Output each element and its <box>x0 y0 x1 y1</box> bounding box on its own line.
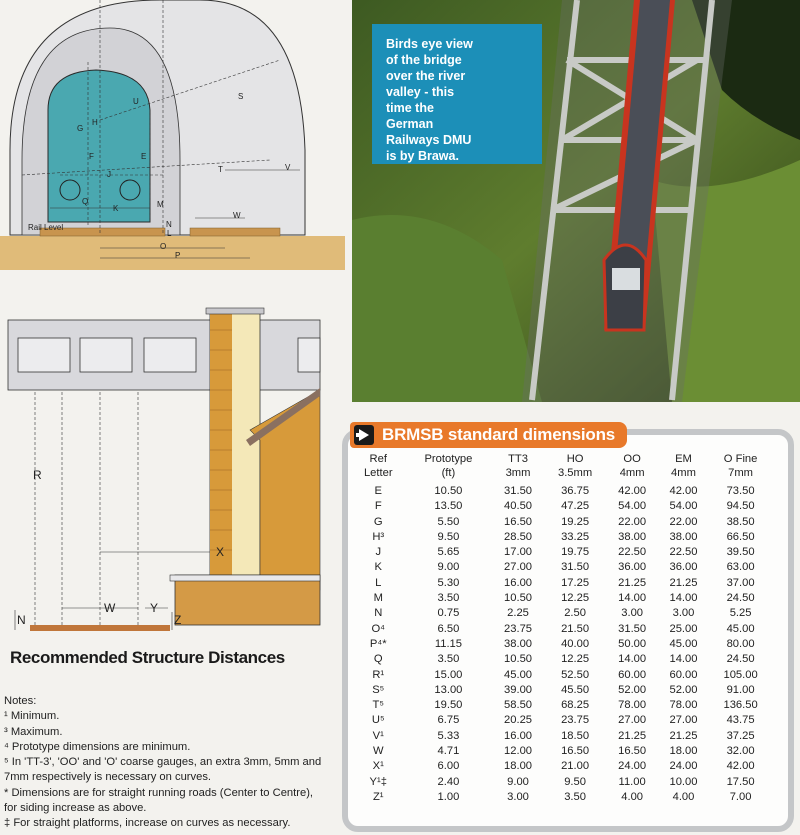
note-line: ¹ Minimum. <box>4 710 60 723</box>
dimension-cell: 2.40 <box>437 775 460 788</box>
dimension-cell: 18.50 <box>561 729 590 742</box>
ref-letter-cell: H³ <box>372 530 385 543</box>
table-row <box>352 530 772 545</box>
dimension-cell: 16.50 <box>561 745 590 758</box>
dimension-cell: 68.25 <box>561 699 590 712</box>
dimension-cell: 10.00 <box>669 775 698 788</box>
ref-letter-cell: G <box>373 515 383 528</box>
dimension-cell: 45.00 <box>669 637 698 650</box>
dimension-cell: 6.75 <box>437 714 460 727</box>
table-row <box>352 637 772 652</box>
dimension-cell: 38.50 <box>726 515 755 528</box>
column-header-line: Ref <box>369 453 387 465</box>
caption-line: Birds eye view <box>386 37 473 51</box>
column-header-line: TT3 <box>508 453 528 465</box>
note-line: ⁵ In 'TT-3', 'OO' and 'O' coarse gauges, an extra 3mm, 5mm and <box>4 756 322 769</box>
dimension-cell: 66.50 <box>726 530 755 543</box>
caption-line: time the <box>386 101 434 115</box>
dimension-cell: 31.50 <box>561 561 590 574</box>
dimension-cell: 20.25 <box>504 714 533 727</box>
table-row <box>352 652 772 667</box>
dimension-cell: 78.00 <box>669 699 698 712</box>
table-row <box>352 560 772 575</box>
arrow-right-icon <box>354 425 374 445</box>
structure-diagram-title: Recommended Structure Distances <box>10 648 285 667</box>
dimension-cell: 14.00 <box>669 592 698 605</box>
dimension-cell: 52.50 <box>561 668 590 681</box>
label-r: R <box>33 468 42 482</box>
ref-letter-cell: U⁵ <box>371 714 385 727</box>
dimension-cell: 3.00 <box>672 607 695 620</box>
dimension-cell: 9.00 <box>437 561 460 574</box>
label-g: G <box>77 124 84 133</box>
label-z: Z <box>174 613 182 627</box>
column-header-line: Prototype <box>424 453 473 465</box>
dimension-cell: 38.00 <box>618 530 647 543</box>
dimension-cell: 60.00 <box>669 668 698 681</box>
label-j: J <box>107 170 111 179</box>
dimension-cell: 2.50 <box>564 607 586 620</box>
note-line: ⁴ Prototype dimensions are minimum. <box>4 740 191 753</box>
dimension-cell: 3.00 <box>621 607 644 620</box>
table-row <box>352 515 772 530</box>
dimension-cell: 136.50 <box>723 699 758 712</box>
table-row <box>352 683 772 698</box>
note-line: ³ Maximum. <box>4 725 63 738</box>
ref-letter-cell: N <box>374 607 383 620</box>
dimension-cell: 32.00 <box>726 745 755 758</box>
table-row <box>352 622 772 637</box>
column-header <box>658 452 709 484</box>
rail-level-label: Rail Level <box>28 223 64 232</box>
dimension-cell: 25.00 <box>669 622 698 635</box>
dimension-cell: 9.00 <box>507 775 529 788</box>
dimension-cell: 23.75 <box>561 714 590 727</box>
column-header <box>492 452 543 484</box>
dimension-cell: 36.00 <box>618 561 647 574</box>
table-row <box>352 775 772 790</box>
ref-letter-cell: Y¹‡ <box>369 775 387 788</box>
dimension-cell: 39.50 <box>726 546 755 559</box>
ref-letter-cell: Z¹ <box>372 790 384 803</box>
dimension-cell: 27.00 <box>669 714 698 727</box>
dimension-cell: 27.00 <box>504 561 533 574</box>
table-row <box>352 713 772 728</box>
dimension-cell: 24.50 <box>726 592 755 605</box>
dimension-cell: 39.00 <box>504 683 533 696</box>
note-line: for siding increase as above. <box>4 802 147 815</box>
dimension-cell: 37.25 <box>726 729 755 742</box>
label-e: E <box>141 152 147 161</box>
table-header-bar <box>350 422 627 448</box>
dimension-cell: 60.00 <box>618 668 647 681</box>
dimension-cell: 3.00 <box>507 790 529 803</box>
table-row <box>352 668 772 683</box>
dimension-cell: 4.71 <box>437 745 460 758</box>
column-header <box>709 452 772 484</box>
dimension-cell: 14.00 <box>669 653 698 666</box>
dimension-cell: 50.00 <box>618 637 647 650</box>
ref-letter-cell: V¹ <box>372 729 384 742</box>
dimension-cell: 10.50 <box>434 485 463 497</box>
ref-letter-cell: P⁴* <box>369 637 387 650</box>
caption-line: over the river <box>386 69 466 83</box>
dimension-cell: 24.00 <box>618 760 647 773</box>
dimension-cell: 18.00 <box>504 760 533 773</box>
dimension-cell: 10.50 <box>504 592 533 605</box>
label-f: F <box>89 152 94 161</box>
label-m: M <box>157 200 164 209</box>
dimension-cell: 40.50 <box>504 500 533 513</box>
dimension-cell: 42.00 <box>726 760 755 773</box>
column-header-line: OO <box>623 453 641 465</box>
dimension-cell: 16.00 <box>504 576 533 589</box>
column-header <box>404 452 492 484</box>
ref-letter-cell: M <box>373 592 383 605</box>
column-header-line: 4mm <box>671 467 696 479</box>
ref-letter-cell: R¹ <box>372 668 385 681</box>
label-x: X <box>216 545 225 559</box>
caption-line: is by Brawa. <box>386 149 459 163</box>
dimension-cell: 5.65 <box>437 546 460 559</box>
table-row <box>352 729 772 744</box>
dimension-cell: 40.00 <box>561 637 590 650</box>
ref-letter-cell: K <box>374 561 382 574</box>
dimension-cell: 22.00 <box>618 515 647 528</box>
column-header-line: EM <box>675 453 692 465</box>
dimension-cell: 42.00 <box>618 485 647 497</box>
dimension-cell: 37.00 <box>726 576 755 589</box>
table-row <box>352 744 772 759</box>
dimension-cell: 45.50 <box>561 683 590 696</box>
label-q: Q <box>82 197 89 206</box>
dimension-cell: 33.25 <box>561 530 590 543</box>
table-header-row <box>352 452 772 484</box>
ref-letter-cell: T⁵ <box>372 699 384 712</box>
column-header-line: 7mm <box>728 467 754 479</box>
dimension-cell: 3.50 <box>437 592 460 605</box>
table-row <box>352 759 772 774</box>
ref-letter-cell: X¹ <box>372 760 384 773</box>
dimension-cell: 17.25 <box>561 576 590 589</box>
structure-distances-diagram <box>0 300 330 645</box>
dimension-cell: 21.25 <box>618 576 647 589</box>
dimension-cell: 63.00 <box>726 561 755 574</box>
dimension-cell: 45.00 <box>504 668 533 681</box>
caption-line: German <box>386 117 434 131</box>
dimension-cell: 5.30 <box>437 576 460 589</box>
dimension-cell: 21.25 <box>669 729 698 742</box>
dimension-cell: 5.25 <box>729 607 752 620</box>
dimension-cell: 11.15 <box>434 637 462 650</box>
dimension-cell: 52.00 <box>669 683 698 696</box>
ref-letter-cell: F <box>374 500 382 513</box>
table-row <box>352 499 772 514</box>
dimension-cell: 24.00 <box>669 760 698 773</box>
dimension-cell: 21.00 <box>561 760 590 773</box>
dimension-cell: 13.00 <box>434 683 463 696</box>
ref-letter-cell: S⁵ <box>372 683 385 696</box>
dimension-cell: 36.00 <box>669 561 698 574</box>
dimension-cell: 80.00 <box>726 637 755 650</box>
dimension-cell: 12.00 <box>504 745 533 758</box>
dimension-cell: 9.50 <box>564 775 586 788</box>
dimension-cell: 94.50 <box>726 500 755 513</box>
dimension-cell: 11.00 <box>618 775 646 788</box>
column-header <box>352 452 404 484</box>
caption-line: of the bridge <box>386 53 462 67</box>
note-line: * Dimensions are for straight running roads (Center to Centre), <box>4 786 314 799</box>
dimensions-table <box>352 452 772 805</box>
dimension-cell: 12.25 <box>561 653 590 666</box>
table-row <box>352 698 772 713</box>
dimension-cell: 14.00 <box>618 653 647 666</box>
dimension-cell: 2.25 <box>507 607 529 620</box>
label-n2: N <box>17 613 26 627</box>
dimension-cell: 1.00 <box>437 790 460 803</box>
bridge-photo <box>352 0 800 402</box>
dimension-cell: 91.00 <box>726 683 755 696</box>
dimension-cell: 36.75 <box>561 485 590 497</box>
column-header-line: 4mm <box>619 467 645 479</box>
dimension-cell: 45.00 <box>726 622 755 635</box>
label-t: T <box>218 165 223 174</box>
dimension-cell: 16.50 <box>504 515 533 528</box>
dimension-cell: 27.00 <box>618 714 647 727</box>
label-p: P <box>175 251 181 260</box>
dimension-cell: 21.50 <box>561 622 590 635</box>
dimension-cell: 4.00 <box>621 790 644 803</box>
notes-heading: Notes: <box>4 695 37 707</box>
ref-letter-cell: Q <box>373 653 383 666</box>
dimension-cell: 6.50 <box>437 622 460 635</box>
dimension-cell: 4.00 <box>672 790 695 803</box>
column-header <box>544 452 607 484</box>
column-header-line: 3mm <box>505 467 531 479</box>
dimension-cell: 28.50 <box>504 530 533 543</box>
dimension-cell: 58.50 <box>504 699 533 712</box>
dimension-cell: 7.00 <box>729 790 752 803</box>
dimension-cell: 52.00 <box>618 683 647 696</box>
dimension-cell: 22.00 <box>669 515 698 528</box>
note-line: ‡ For straight platforms, increase on curves as necessary. <box>4 817 291 830</box>
dimension-cell: 3.50 <box>564 790 586 803</box>
dimension-cell: 3.50 <box>437 653 460 666</box>
label-s: S <box>238 92 244 101</box>
dimension-cell: 78.00 <box>618 699 647 712</box>
dimension-cell: 12.25 <box>561 592 590 605</box>
caption-line: Railways DMU <box>386 133 472 147</box>
ref-letter-cell: W <box>372 745 384 758</box>
dimension-cell: 31.50 <box>618 622 647 635</box>
label-l: L <box>167 229 172 238</box>
dimension-cell: 16.50 <box>618 745 647 758</box>
dimension-cell: 19.25 <box>561 515 590 528</box>
dimension-cell: 43.75 <box>726 714 755 727</box>
dimension-cell: 15.00 <box>434 668 463 681</box>
dimension-cell: 6.00 <box>437 760 460 773</box>
label-u: U <box>133 97 139 106</box>
dimension-cell: 105.00 <box>723 668 758 681</box>
dimension-cell: 19.50 <box>434 699 463 712</box>
label-w: W <box>233 211 241 220</box>
dimension-cell: 17.00 <box>504 546 533 559</box>
dimension-cell: 38.00 <box>669 530 698 543</box>
notes <box>4 694 344 832</box>
table-row <box>352 545 772 560</box>
dimension-cell: 13.50 <box>434 500 463 513</box>
column-header-line: 3.5mm <box>557 467 593 479</box>
ref-letter-cell: E <box>374 485 382 497</box>
dimension-cell: 73.50 <box>726 485 755 497</box>
dimension-cell: 42.00 <box>669 485 698 497</box>
dimension-cell: 9.50 <box>437 530 460 543</box>
dimension-cell: 0.75 <box>437 607 460 620</box>
dimension-cell: 23.75 <box>504 622 533 635</box>
table-row <box>352 606 772 621</box>
label-v: V <box>285 163 291 172</box>
table-body <box>352 484 772 805</box>
dimension-cell: 10.50 <box>504 653 533 666</box>
column-header-line: O Fine <box>723 453 758 465</box>
photo-caption <box>372 24 542 164</box>
column-header <box>606 452 657 484</box>
dimension-cell: 54.00 <box>618 500 647 513</box>
label-y: Y <box>150 601 159 615</box>
note-line: 7mm respectively is necessary on curves. <box>4 771 212 784</box>
table-row <box>352 484 772 499</box>
dimension-cell: 19.75 <box>561 546 590 559</box>
caption-line: valley - this <box>386 85 455 99</box>
dimension-cell: 22.50 <box>618 546 647 559</box>
dimension-cell: 47.25 <box>561 500 590 513</box>
table-row <box>352 576 772 591</box>
dimension-cell: 24.50 <box>726 653 755 666</box>
ref-letter-cell: J <box>375 546 382 559</box>
dimension-cell: 22.50 <box>669 546 698 559</box>
dimension-cell: 18.00 <box>669 745 698 758</box>
label-k: K <box>113 204 119 213</box>
label-o: O <box>160 242 167 251</box>
column-header-line: (ft) <box>441 467 456 479</box>
label-w2: W <box>104 601 116 615</box>
table-title: BRMSB standard dimensions <box>382 425 616 444</box>
dimension-cell: 31.50 <box>504 485 533 497</box>
dimension-cell: 38.00 <box>504 637 533 650</box>
dimension-cell: 16.00 <box>504 729 533 742</box>
ref-letter-cell: L <box>375 576 382 589</box>
dimension-cell: 5.33 <box>437 729 460 742</box>
dimension-cell: 14.00 <box>618 592 647 605</box>
dimension-cell: 5.50 <box>437 515 460 528</box>
label-h: H <box>92 118 98 127</box>
ref-letter-cell: O⁴ <box>371 622 385 635</box>
column-header-line: Letter <box>363 467 393 479</box>
dimension-cell: 21.25 <box>669 576 698 589</box>
dimension-cell: 21.25 <box>618 729 647 742</box>
dimension-cell: 54.00 <box>669 500 698 513</box>
table-row <box>352 591 772 606</box>
label-n: N <box>166 220 172 229</box>
dimension-cell: 17.50 <box>726 775 755 788</box>
column-header-line: HO <box>566 453 584 465</box>
table-row <box>352 790 772 805</box>
